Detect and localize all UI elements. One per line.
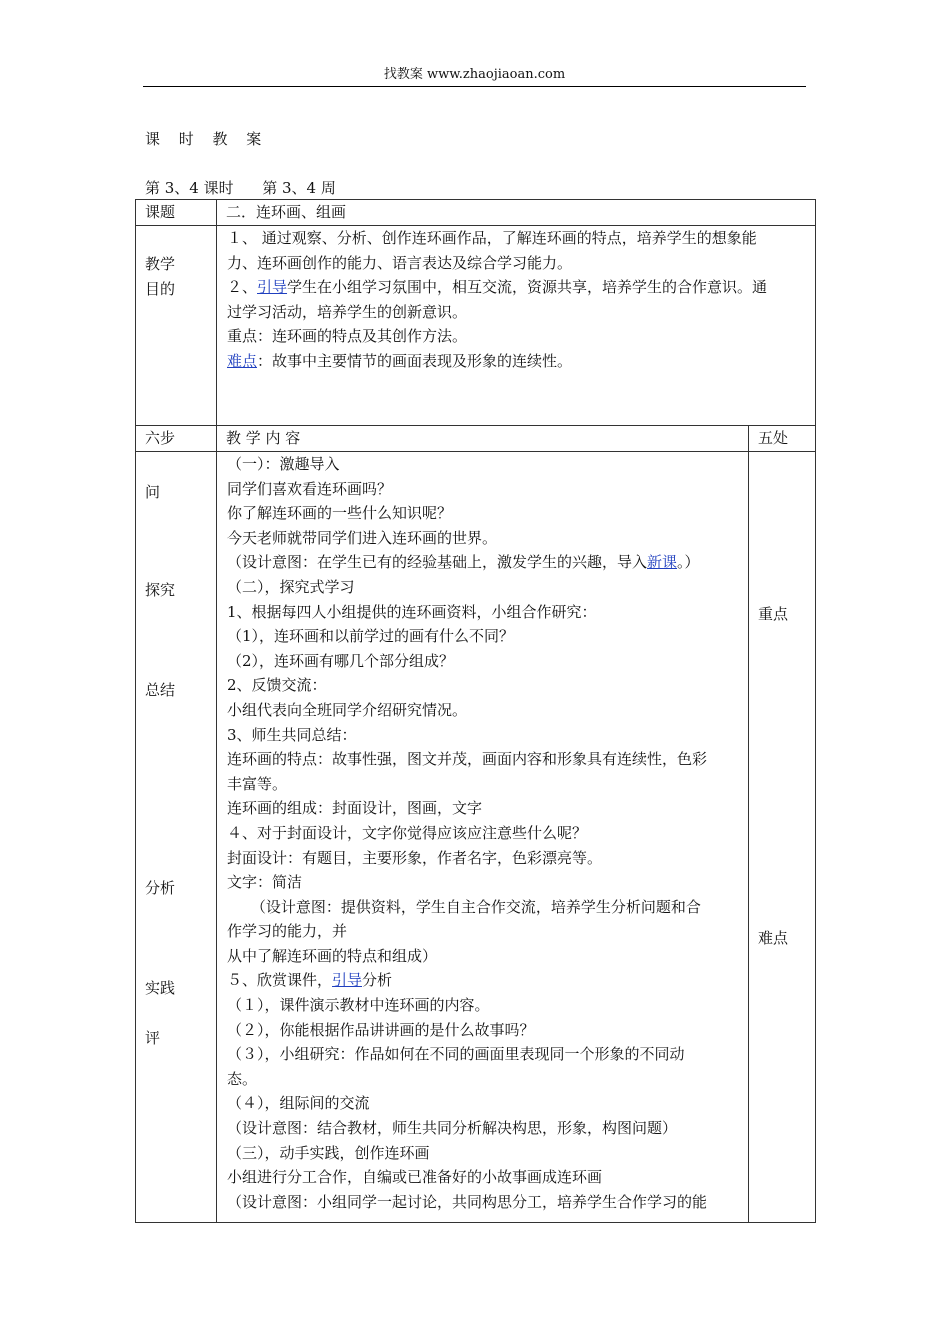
content-line: 丰富等。 xyxy=(227,774,288,793)
content-line: 连环画的组成：封面设计，图画，文字 xyxy=(227,799,483,818)
content-line: ４、对于封面设计，文字你觉得应该应注意些什么呢？ xyxy=(227,823,588,842)
content-cell xyxy=(217,452,749,1223)
mark-item: 难点 xyxy=(757,929,788,947)
step-item: 评 xyxy=(145,1029,161,1047)
page-header: 找教案 www.zhaojiaoan.com xyxy=(143,66,806,87)
content-line: ５、欣赏课件，引导分析 xyxy=(227,971,393,990)
mark-item: 重点 xyxy=(757,605,788,623)
document-title: 课 时 教 案 xyxy=(145,130,269,148)
topic-value: 二．连环画、组画 xyxy=(217,200,816,226)
goal-line-1: １、 通过观察、分析、创作连环画作品，了解连环画的特点，培养学生的想象能 xyxy=(227,229,757,247)
content-line: （设计意图：小组同学一起讨论，共同构思分工，培养学生合作学习的能 xyxy=(227,1192,708,1211)
content-line: 封面设计：有题目，主要形象，作者名字，色彩漂亮等。 xyxy=(227,848,603,867)
content-line: 态。 xyxy=(227,1069,258,1088)
content-line: 小组进行分工合作，自编或已准备好的小故事画成连环画 xyxy=(227,1168,603,1187)
content-line: 你了解连环画的一些什么知识呢？ xyxy=(227,504,453,523)
step-item: 总结 xyxy=(145,681,176,699)
content-line: （一）：激趣导入 xyxy=(227,455,340,473)
yindao-link[interactable]: 引导 xyxy=(257,278,288,297)
content-line: 连环画的特点：故事性强，图文并茂，画面内容和形象具有连续性，色彩 xyxy=(227,750,708,769)
content-line: （设计意图：提供资料，学生自主合作交流，培养学生分析问题和合 xyxy=(227,897,701,916)
content-line: 3、师生共同总结： xyxy=(227,725,357,744)
difficult-point: 难点：故事中主要情节的画面表现及形象的连续性。 xyxy=(227,351,573,370)
content-line: 小组代表向全班同学介绍研究情况。 xyxy=(227,700,468,719)
step-item: 分析 xyxy=(145,879,176,897)
content-line: （三），动手实践，创作连环画 xyxy=(227,1143,430,1162)
step-item: 探究 xyxy=(145,581,176,599)
step-item: 问 xyxy=(145,483,161,501)
goal-label: 教学 目的 xyxy=(136,226,217,426)
lesson-plan-table xyxy=(135,199,816,1223)
content-line: 1、根据每四人小组提供的连环画资料，小组合作研究： xyxy=(227,602,597,621)
nandian-link[interactable]: 难点 xyxy=(227,351,258,370)
marks-header: 五处 xyxy=(748,426,815,452)
content-line: 同学们喜欢看连环画吗？ xyxy=(227,479,393,498)
steps-header: 六步 xyxy=(136,426,217,452)
goal-line-2: 力、连环画创作的能力、语言表达及综合学习能力。 xyxy=(227,253,573,272)
goals-cell xyxy=(217,226,816,426)
lesson-period: 第 3、4 课时 第 3、4 周 xyxy=(145,179,336,197)
content-line: 文字：简洁 xyxy=(227,873,303,892)
content-line: （2），连环画有哪几个部分组成？ xyxy=(227,651,455,670)
content-line: （２），你能根据作品讲讲画的是什么故事吗？ xyxy=(227,1020,535,1039)
goal-line-4: 过学习活动，培养学生的创新意识。 xyxy=(227,302,468,321)
marks-cell xyxy=(748,452,815,1223)
content-line: （４），组际间的交流 xyxy=(227,1094,370,1113)
content-line: （1），连环画和以前学过的画有什么不同？ xyxy=(227,627,515,646)
key-point: 重点：连环画的特点及其创作方法。 xyxy=(227,327,468,346)
content-line: 从中了解连环画的特点和组成） xyxy=(227,946,438,965)
goal-line-3: ２、引导学生在小组学习氛围中，相互交流，资源共享，培养学生的合作意识。通 xyxy=(227,278,768,297)
content-line: （３），小组研究：作品如何在不同的画面里表现同一个形象的不同动 xyxy=(227,1045,685,1064)
topic-label: 课题 xyxy=(136,200,217,226)
steps-cell xyxy=(136,452,217,1223)
content-line: （二），探究式学习 xyxy=(227,577,355,596)
content-line: （１），课件演示教材中连环画的内容。 xyxy=(227,996,490,1015)
content-header: 教 学 内 容 xyxy=(217,426,749,452)
step-item: 实践 xyxy=(145,979,176,997)
content-line: （设计意图：在学生已有的经验基础上，激发学生的兴趣，导入新课。） xyxy=(227,553,700,572)
xinke-link[interactable]: 新课 xyxy=(647,553,678,572)
yindao-link-2[interactable]: 引导 xyxy=(332,971,363,990)
content-line: 作学习的能力，并 xyxy=(227,922,348,941)
content-line: 今天老师就带同学们进入连环画的世界。 xyxy=(227,528,498,547)
content-line: 2、反馈交流： xyxy=(227,676,327,695)
content-line: （设计意图：结合教材，师生共同分析解决构思，形象，构图问题） xyxy=(227,1119,678,1138)
